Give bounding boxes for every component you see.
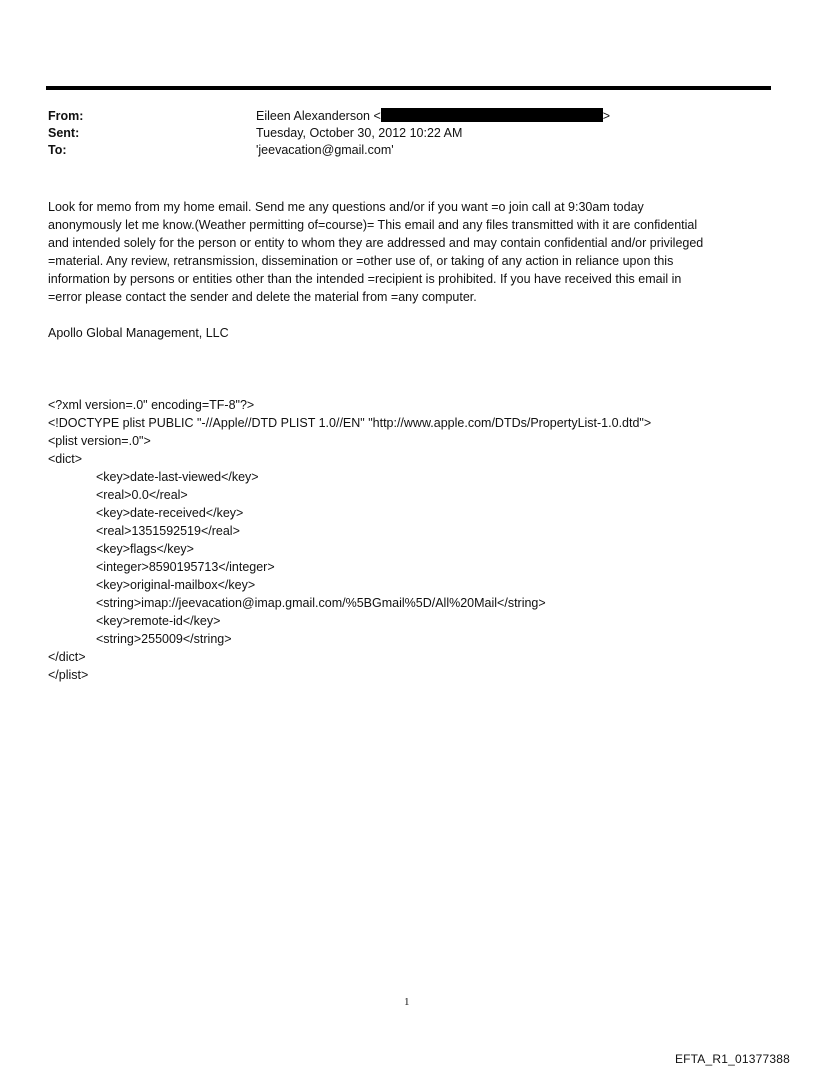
plist-line: <plist version=.0"> — [48, 434, 151, 448]
from-value — [256, 108, 610, 125]
email-body — [48, 198, 773, 306]
from-label: From: — [48, 109, 84, 123]
header-rule — [46, 86, 771, 90]
redaction-block — [381, 108, 603, 122]
email-header — [48, 108, 748, 159]
body-line: Look for memo from my home email. Send me any questions and/or if you want =o join call at 9:30am today — [48, 200, 644, 214]
plist-line: <key>original-mailbox</key> — [96, 578, 256, 592]
plist-line: <real>0.0</real> — [96, 488, 188, 502]
plist-line: <key>flags</key> — [96, 542, 194, 556]
company-signature: Apollo Global Management, LLC — [48, 326, 229, 340]
from-tail: > — [602, 109, 611, 123]
plist-line: <!DOCTYPE plist PUBLIC "-//Apple//DTD PLIST 1.0//EN" "http://www.apple.com/DTDs/PropertyList-1.0.dtd"> — [48, 416, 652, 430]
plist-line: <integer>8590195713</integer> — [96, 560, 275, 574]
to-row — [48, 142, 748, 159]
body-line: and intended solely for the person or entity to whom they are addressed and may contain confidential and/or privileged — [48, 236, 704, 250]
plist-line: </plist> — [48, 668, 89, 682]
plist-line: <?xml version=.0" encoding=TF-8"?> — [48, 398, 255, 412]
plist-line: <string>255009</string> — [96, 632, 232, 646]
plist-line: <string>imap://jeevacation@imap.gmail.com/%5BGmail%5D/All%20Mail</string> — [96, 596, 546, 610]
plist-line: <key>date-last-viewed</key> — [96, 470, 259, 484]
from-row — [48, 108, 748, 125]
sent-label: Sent: — [48, 126, 80, 140]
body-line: information by persons or entities other than the intended =recipient is prohibited. If you have received this email in — [48, 272, 682, 286]
body-line: =material. Any review, retransmission, dissemination or =other use of, or taking of any action in reliance upon this — [48, 254, 674, 268]
plist-line: </dict> — [48, 650, 86, 664]
sent-row — [48, 125, 748, 142]
body-line: =error please contact the sender and delete the material from =any computer. — [48, 290, 477, 304]
from-name: Eileen Alexanderson < — [256, 109, 381, 123]
to-label: To: — [48, 143, 67, 157]
document-id: EFTA_R1_01377388 — [674, 1052, 790, 1066]
plist-line: <key>remote-id</key> — [96, 614, 221, 628]
page-number: 1 — [404, 996, 410, 1008]
to-value: 'jeevacation@gmail.com' — [256, 143, 394, 157]
sent-value: Tuesday, October 30, 2012 10:22 AM — [256, 126, 463, 140]
plist-xml-block — [48, 396, 773, 684]
plist-line: <key>date-received</key> — [96, 506, 244, 520]
plist-line: <dict> — [48, 452, 83, 466]
body-line: anonymously let me know.(Weather permitting of=course)= This email and any files transmitted with it are confidential — [48, 218, 698, 232]
plist-line: <real>1351592519</real> — [96, 524, 240, 538]
